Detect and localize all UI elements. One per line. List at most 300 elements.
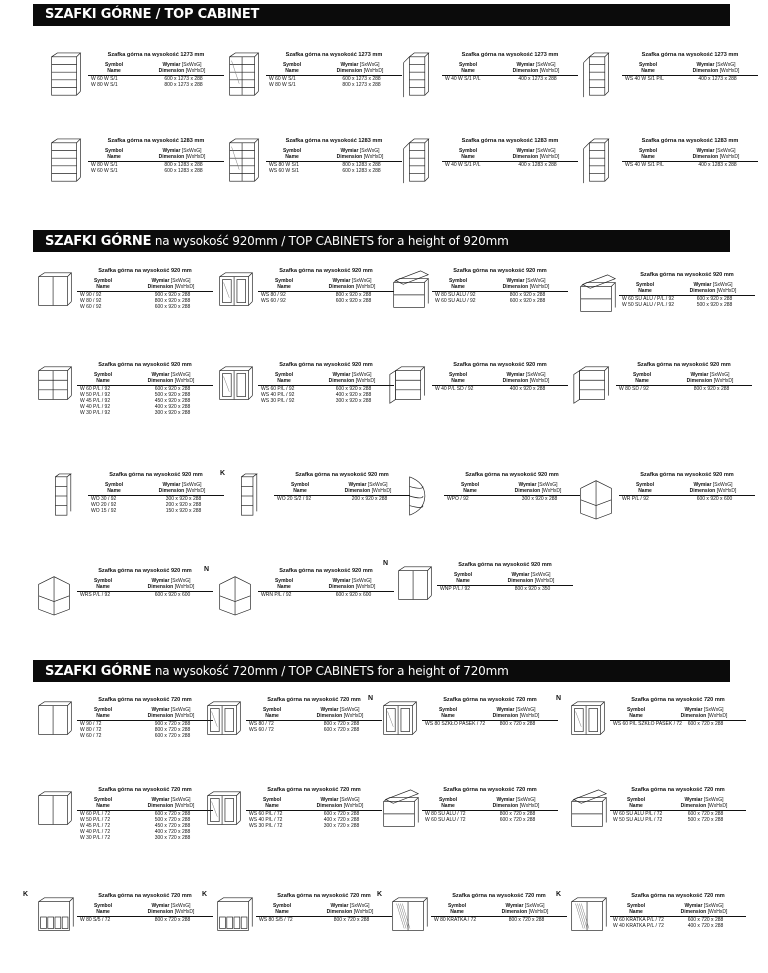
product-card bbox=[572, 362, 752, 442]
wymiar-unit: [SxWxG] bbox=[169, 372, 191, 378]
product-card bbox=[23, 891, 213, 973]
symbol-header: Symbol bbox=[632, 372, 652, 378]
product-title: Szafka górna na wysokość 720 mm bbox=[443, 787, 537, 793]
table-header bbox=[77, 279, 213, 292]
symbol-cell: W 60 KRATKA P/L / 72 bbox=[613, 917, 664, 923]
symbol-cell: WS 80 SZKŁO PASEK / 72 bbox=[425, 721, 486, 727]
symbol-cell: WS 40 P/L / 72 bbox=[249, 817, 283, 823]
table-header bbox=[432, 373, 568, 386]
product-card bbox=[220, 470, 410, 552]
product-info bbox=[252, 362, 394, 404]
dimension-header: Dimension bbox=[147, 377, 174, 384]
dimension-unit: [WxHxD] bbox=[528, 377, 550, 384]
dimension-unit: [WxHxD] bbox=[342, 712, 364, 719]
table-header bbox=[88, 63, 224, 76]
wymiar-header: Wymiar bbox=[330, 903, 349, 909]
dimension-cell: 600 x 720 x 288 bbox=[323, 811, 360, 817]
product-info bbox=[260, 138, 402, 174]
wymiar-unit: [SxWxG] bbox=[358, 62, 380, 68]
dimension-cell: 300 x 920 x 288 bbox=[521, 496, 558, 502]
symbol-cell: W 90 / 72 bbox=[80, 721, 102, 727]
product-info bbox=[260, 52, 402, 88]
symbol-cell: WRN P/L / 92 bbox=[261, 592, 292, 598]
dimension-unit: [WxHxD] bbox=[354, 583, 376, 590]
dimension-cell: 800 x 1283 x 288 bbox=[342, 162, 381, 168]
symbol-header: Symbol bbox=[448, 372, 468, 378]
symbol-cell: WS 40 W S/1 P/L bbox=[625, 76, 664, 82]
dimension-unit: [WxHxD] bbox=[362, 153, 384, 160]
wymiar-header: Wymiar bbox=[696, 62, 715, 68]
product-title: Szafka górna na wysokość 920 mm bbox=[295, 472, 389, 478]
symbol-header: Symbol bbox=[458, 148, 478, 154]
dimension-cell: 800 x 720 x 288 bbox=[508, 917, 545, 923]
dimension-cell: 600 x 920 x 600 bbox=[335, 592, 372, 598]
symbol-cell: W 80 SU ALU / 72 bbox=[425, 811, 466, 817]
wymiar-unit: [SxWxG] bbox=[524, 278, 546, 284]
table-header bbox=[619, 283, 755, 296]
section-title: SZAFKI GÓRNE / TOP CABINET bbox=[45, 7, 260, 22]
table-row bbox=[619, 496, 755, 502]
symbol-cell: WS 60 P/L SZKŁO PASEK / 72 bbox=[613, 721, 682, 727]
dimension-header: Dimension bbox=[326, 908, 353, 915]
wymiar-unit: [SxWxG] bbox=[350, 578, 372, 584]
dimension-unit: [WxHxD] bbox=[538, 67, 560, 74]
dimension-unit: [WxHxD] bbox=[173, 283, 195, 290]
dimension-header: Dimension bbox=[512, 67, 539, 74]
dimension-header: Dimension bbox=[512, 153, 539, 160]
dimension-cell: 200 x 920 x 288 bbox=[351, 496, 388, 502]
product-card bbox=[222, 138, 402, 218]
symbol-cell: W 45 P/L / 72 bbox=[80, 823, 111, 829]
dimension-cell: 600 x 720 x 288 bbox=[687, 721, 724, 727]
dimension-header: Dimension bbox=[689, 287, 716, 294]
product-info bbox=[240, 787, 382, 829]
name-header: Name bbox=[275, 908, 289, 915]
name-header: Name bbox=[450, 908, 464, 915]
dimension-unit: [WxHxD] bbox=[173, 712, 195, 719]
symbol-cell: W 60 / 92 bbox=[80, 304, 102, 310]
name-header: Name bbox=[456, 577, 470, 584]
symbol-header: Symbol bbox=[638, 62, 658, 68]
dimension-unit: [WxHxD] bbox=[706, 712, 728, 719]
section-title: SZAFKI GÓRNE bbox=[45, 664, 152, 679]
product-info bbox=[610, 362, 752, 392]
product-title: Szafka górna na wysokość 920 mm bbox=[109, 472, 203, 478]
product-info bbox=[426, 362, 568, 392]
wymiar-unit: [SxWxG] bbox=[714, 148, 736, 154]
dimension-cell: 600 x 720 x 288 bbox=[154, 733, 191, 739]
symbol-cell: WS 60 P/L / 72 bbox=[249, 811, 283, 817]
product-card bbox=[378, 787, 558, 867]
product-card bbox=[214, 362, 394, 442]
wymiar-header: Wymiar bbox=[151, 903, 170, 909]
table-row bbox=[88, 82, 224, 88]
wymiar-header: Wymiar bbox=[696, 148, 715, 154]
wymiar-unit: [SxWxG] bbox=[358, 148, 380, 154]
symbol-header: Symbol bbox=[635, 282, 655, 288]
product-card bbox=[33, 568, 213, 648]
table-header bbox=[432, 279, 568, 292]
table-row bbox=[431, 917, 567, 923]
name-header: Name bbox=[641, 67, 655, 74]
symbol-cell: W 40 P/L / 92 bbox=[80, 404, 111, 410]
dimension-cell: 600 x 720 x 288 bbox=[687, 811, 724, 817]
dimension-cell: 400 x 1273 x 288 bbox=[698, 76, 737, 82]
table-header bbox=[77, 904, 213, 917]
product-info bbox=[436, 52, 578, 82]
symbol-cell: W 80 KRATKA / 72 bbox=[434, 917, 477, 923]
wymiar-header: Wymiar bbox=[332, 372, 351, 378]
dimension-cell: 500 x 920 x 288 bbox=[696, 302, 733, 308]
table-header bbox=[246, 798, 382, 811]
wymiar-header: Wymiar bbox=[162, 62, 181, 68]
symbol-cell: WS 80 / 92 bbox=[261, 292, 286, 298]
product-title: Szafka górna na wysokość 720 mm bbox=[267, 787, 361, 793]
dimension-cell: 400 x 720 x 288 bbox=[687, 923, 724, 929]
dimension-header: Dimension bbox=[158, 487, 185, 494]
dimension-cell: 400 x 920 x 288 bbox=[154, 404, 191, 410]
product-card bbox=[575, 272, 755, 352]
name-header: Name bbox=[107, 153, 121, 160]
dimension-unit: [WxHxD] bbox=[354, 377, 376, 384]
symbol-cell: WS 60 P/L / 92 bbox=[261, 386, 295, 392]
symbol-header: Symbol bbox=[282, 62, 302, 68]
dimension-cell: 600 x 920 x 288 bbox=[154, 386, 191, 392]
product-info bbox=[426, 268, 568, 304]
dimension-unit: [WxHxD] bbox=[173, 802, 195, 809]
wymiar-unit: [SxWxG] bbox=[702, 707, 724, 713]
symbol-cell: W 80 / 72 bbox=[80, 727, 102, 733]
symbol-cell: W 60 SU ALU P/L / 72 bbox=[613, 811, 663, 817]
wymiar-unit: [SxWxG] bbox=[702, 903, 724, 909]
wymiar-unit: [SxWxG] bbox=[180, 62, 202, 68]
product-title: Szafka górna na wysokość 720 mm bbox=[277, 893, 371, 899]
product-title: Szafka górna na wysokość 720 mm bbox=[631, 787, 725, 793]
product-card bbox=[575, 472, 755, 552]
product-info bbox=[268, 472, 410, 502]
wymiar-header: Wymiar bbox=[162, 148, 181, 154]
symbol-header: Symbol bbox=[458, 62, 478, 68]
symbol-header: Symbol bbox=[453, 572, 473, 578]
dimension-header: Dimension bbox=[492, 712, 519, 719]
symbol-header: Symbol bbox=[274, 578, 294, 584]
symbol-cell: WR P/L / 92 bbox=[622, 496, 649, 502]
wymiar-header: Wymiar bbox=[506, 372, 525, 378]
marker-label: K bbox=[220, 470, 226, 477]
product-info bbox=[240, 697, 382, 733]
symbol-cell: W 60 / 72 bbox=[80, 733, 102, 739]
dimension-cell: 600 x 720 x 288 bbox=[323, 727, 360, 733]
product-info bbox=[252, 268, 394, 304]
dimension-unit: [WxHxD] bbox=[518, 712, 540, 719]
name-header: Name bbox=[638, 287, 652, 294]
wymiar-header: Wymiar bbox=[320, 707, 339, 713]
name-header: Name bbox=[285, 67, 299, 74]
wymiar-unit: [SxWxG] bbox=[711, 282, 733, 288]
symbol-header: Symbol bbox=[262, 707, 282, 713]
product-info bbox=[82, 52, 224, 88]
name-header: Name bbox=[277, 377, 291, 384]
dimension-header: Dimension bbox=[680, 908, 707, 915]
name-header: Name bbox=[441, 712, 455, 719]
table-header bbox=[619, 483, 755, 496]
table-row bbox=[432, 298, 568, 304]
table-header bbox=[266, 149, 402, 162]
table-row bbox=[616, 386, 752, 392]
symbol-header: Symbol bbox=[274, 278, 294, 284]
symbol-header: Symbol bbox=[626, 797, 646, 803]
symbol-header: Symbol bbox=[93, 903, 113, 909]
table-row bbox=[610, 817, 746, 823]
symbol-cell: W 60 W S/1 bbox=[91, 76, 118, 82]
symbol-cell: W 40 P/L SD / 92 bbox=[435, 386, 474, 392]
wymiar-unit: [SxWxG] bbox=[711, 482, 733, 488]
symbol-cell: W 50 SU ALU P/L / 72 bbox=[613, 817, 663, 823]
symbol-cell: W 80 W S/1 bbox=[269, 82, 296, 88]
symbol-cell: WPO / 92 bbox=[447, 496, 469, 502]
wymiar-unit: [SxWxG] bbox=[350, 278, 372, 284]
product-card bbox=[44, 138, 224, 218]
dimension-unit: [WxHxD] bbox=[173, 377, 195, 384]
name-header: Name bbox=[461, 153, 475, 160]
dimension-cell: 900 x 720 x 288 bbox=[154, 721, 191, 727]
dimension-cell: 300 x 920 x 288 bbox=[335, 398, 372, 404]
product-title: Szafka górna na wysokość 920 mm bbox=[279, 568, 373, 574]
product-title: Szafka górna na wysokość 1273 mm bbox=[461, 52, 559, 58]
product-info bbox=[616, 138, 758, 168]
product-info bbox=[82, 472, 224, 514]
dimension-header: Dimension bbox=[501, 908, 528, 915]
wymiar-header: Wymiar bbox=[340, 148, 359, 154]
name-header: Name bbox=[265, 802, 279, 809]
wymiar-header: Wymiar bbox=[516, 148, 535, 154]
table-row bbox=[77, 410, 213, 416]
product-card bbox=[202, 891, 392, 973]
wymiar-header: Wymiar bbox=[518, 482, 537, 488]
dimension-cell: 300 x 920 x 288 bbox=[154, 410, 191, 416]
dimension-header: Dimension bbox=[328, 283, 355, 290]
symbol-cell: W 40 P/L / 72 bbox=[80, 829, 111, 835]
wymiar-header: Wymiar bbox=[162, 482, 181, 488]
product-title: Szafka górna na wysokość 720 mm bbox=[98, 893, 192, 899]
wymiar-unit: [SxWxG] bbox=[523, 903, 545, 909]
product-card bbox=[388, 362, 568, 442]
dimension-unit: [WxHxD] bbox=[540, 487, 562, 494]
dimension-header: Dimension bbox=[492, 802, 519, 809]
product-card bbox=[398, 52, 578, 132]
dimension-cell: 400 x 920 x 288 bbox=[509, 386, 546, 392]
dimension-cell: 500 x 720 x 288 bbox=[687, 817, 724, 823]
dimension-cell: 400 x 1273 x 288 bbox=[518, 76, 557, 82]
wymiar-header: Wymiar bbox=[693, 482, 712, 488]
symbol-header: Symbol bbox=[93, 278, 113, 284]
dimension-cell: 800 x 920 x 350 bbox=[514, 586, 551, 592]
symbol-cell: WS 40 W S/1 P/L bbox=[625, 162, 664, 168]
product-info bbox=[71, 787, 213, 841]
table-header bbox=[616, 373, 752, 386]
table-row bbox=[619, 302, 755, 308]
table-header bbox=[266, 63, 402, 76]
dimension-header: Dimension bbox=[680, 802, 707, 809]
symbol-header: Symbol bbox=[447, 903, 467, 909]
wymiar-header: Wymiar bbox=[684, 903, 703, 909]
name-header: Name bbox=[461, 67, 475, 74]
table-header bbox=[77, 579, 213, 592]
symbol-header: Symbol bbox=[626, 903, 646, 909]
symbol-cell: W 60 SU ALU / 92 bbox=[435, 298, 476, 304]
dimension-cell: 600 x 920 x 600 bbox=[696, 496, 733, 502]
dimension-unit: [WxHxD] bbox=[538, 153, 560, 160]
product-title: Szafka górna na wysokość 920 mm bbox=[98, 568, 192, 574]
product-title: Szafka górna na wysokość 920 mm bbox=[98, 268, 192, 274]
section-subtitle: na wysokość 920mm / TOP CABINETS for a height of 920mm bbox=[151, 234, 509, 248]
table-row bbox=[77, 917, 213, 923]
table-header bbox=[437, 573, 573, 586]
symbol-header: Symbol bbox=[272, 903, 292, 909]
table-header bbox=[422, 798, 558, 811]
product-card bbox=[388, 268, 568, 348]
symbol-cell: W 80 SD / 92 bbox=[619, 386, 649, 392]
symbol-header: Symbol bbox=[438, 797, 458, 803]
table-header bbox=[610, 904, 746, 917]
product-title: Szafka górna na wysokość 720 mm bbox=[267, 697, 361, 703]
marker-label: N bbox=[368, 695, 374, 702]
table-row bbox=[258, 298, 394, 304]
dimension-unit: [WxHxD] bbox=[706, 802, 728, 809]
table-header bbox=[444, 483, 580, 496]
symbol-cell: W 50 SU ALU / P/L / 92 bbox=[622, 302, 675, 308]
dimension-header: Dimension bbox=[692, 67, 719, 74]
table-header bbox=[258, 579, 394, 592]
name-header: Name bbox=[629, 802, 643, 809]
dimension-cell: 450 x 920 x 288 bbox=[154, 398, 191, 404]
dimension-cell: 600 x 1273 x 288 bbox=[342, 76, 381, 82]
table-row bbox=[246, 727, 382, 733]
table-row bbox=[258, 592, 394, 598]
product-card bbox=[202, 787, 382, 867]
product-card bbox=[556, 891, 746, 973]
product-title: Szafka górna na wysokość 920 mm bbox=[637, 362, 731, 368]
symbol-cell: WNP P/L / 92 bbox=[440, 586, 471, 592]
product-info bbox=[252, 568, 394, 598]
dimension-unit: [WxHxD] bbox=[715, 287, 737, 294]
table-row bbox=[442, 76, 578, 82]
dimension-header: Dimension bbox=[336, 67, 363, 74]
dimension-unit: [WxHxD] bbox=[533, 577, 555, 584]
dimension-cell: 800 x 720 x 288 bbox=[499, 811, 536, 817]
dimension-header: Dimension bbox=[158, 153, 185, 160]
table-row bbox=[266, 168, 402, 174]
wymiar-header: Wymiar bbox=[151, 278, 170, 284]
name-header: Name bbox=[451, 283, 465, 290]
dimension-header: Dimension bbox=[147, 712, 174, 719]
product-card bbox=[33, 787, 213, 867]
product-card bbox=[44, 472, 224, 552]
symbol-cell: W 40 W S/1 P/L bbox=[445, 76, 481, 82]
dimension-cell: 600 x 920 x 288 bbox=[154, 304, 191, 310]
product-info bbox=[431, 562, 573, 592]
symbol-cell: W 80 W S/1 bbox=[91, 82, 118, 88]
dimension-cell: 200 x 920 x 288 bbox=[165, 502, 202, 508]
dimension-unit: [WxHxD] bbox=[706, 908, 728, 915]
name-header: Name bbox=[277, 283, 291, 290]
dimension-unit: [WxHxD] bbox=[184, 153, 206, 160]
wymiar-unit: [SxWxG] bbox=[169, 707, 191, 713]
wymiar-header: Wymiar bbox=[684, 707, 703, 713]
symbol-cell: WO 20 S/2 / 92 bbox=[277, 496, 312, 502]
wymiar-header: Wymiar bbox=[348, 482, 367, 488]
wymiar-header: Wymiar bbox=[332, 278, 351, 284]
dimension-cell: 600 x 720 x 288 bbox=[687, 917, 724, 923]
table-row bbox=[258, 398, 394, 404]
symbol-cell: WO 20 / 92 bbox=[91, 502, 117, 508]
dimension-cell: 600 x 1283 x 288 bbox=[342, 168, 381, 174]
dimension-header: Dimension bbox=[692, 153, 719, 160]
product-card bbox=[566, 787, 746, 867]
symbol-cell: WS 80 W S/1 bbox=[269, 162, 300, 168]
dimension-cell: 800 x 920 x 288 bbox=[335, 292, 372, 298]
table-row bbox=[437, 586, 573, 592]
table-row bbox=[610, 721, 746, 727]
table-header bbox=[77, 373, 213, 386]
product-info bbox=[613, 472, 755, 502]
symbol-header: Symbol bbox=[282, 148, 302, 154]
dimension-unit: [WxHxD] bbox=[184, 67, 206, 74]
table-header bbox=[77, 798, 213, 811]
symbol-cell: W 50 P/L / 92 bbox=[80, 392, 111, 398]
name-header: Name bbox=[641, 153, 655, 160]
symbol-cell: W 80 / 92 bbox=[80, 298, 102, 304]
dimension-header: Dimension bbox=[147, 908, 174, 915]
wymiar-unit: [SxWxG] bbox=[536, 482, 558, 488]
product-title: Szafka górna na wysokość 920 mm bbox=[453, 268, 547, 274]
symbol-cell: W 60 SU ALU / P/L / 92 bbox=[622, 296, 675, 302]
table-row bbox=[444, 496, 580, 502]
symbol-cell: WS 80 S/5 / 72 bbox=[259, 917, 293, 923]
symbol-header: Symbol bbox=[104, 148, 124, 154]
dimension-cell: 800 x 720 x 288 bbox=[323, 721, 360, 727]
symbol-cell: W 40 W S/1 P/L bbox=[445, 162, 481, 168]
symbol-header: Symbol bbox=[104, 482, 124, 488]
dimension-cell: 800 x 1283 x 288 bbox=[164, 162, 203, 168]
table-row bbox=[622, 162, 758, 168]
table-row bbox=[422, 721, 558, 727]
dimension-unit: [WxHxD] bbox=[354, 283, 376, 290]
product-card bbox=[214, 268, 394, 348]
dimension-header: Dimension bbox=[147, 802, 174, 809]
dimension-cell: 450 x 720 x 288 bbox=[154, 823, 191, 829]
dimension-cell: 600 x 920 x 288 bbox=[335, 386, 372, 392]
dimension-cell: 800 x 1273 x 288 bbox=[164, 82, 203, 88]
dimension-unit: [WxHxD] bbox=[342, 802, 364, 809]
table-header bbox=[274, 483, 410, 496]
dimension-cell: 600 x 920 x 288 bbox=[509, 298, 546, 304]
product-info bbox=[436, 138, 578, 168]
wymiar-header: Wymiar bbox=[511, 572, 530, 578]
dimension-cell: 800 x 920 x 288 bbox=[154, 298, 191, 304]
dimension-cell: 800 x 720 x 288 bbox=[154, 727, 191, 733]
product-title: Szafka górna na wysokość 920 mm bbox=[98, 362, 192, 368]
dimension-cell: 400 x 720 x 288 bbox=[154, 829, 191, 835]
product-title: Szafka górna na wysokość 720 mm bbox=[98, 697, 192, 703]
table-header bbox=[77, 708, 213, 721]
table-header bbox=[88, 149, 224, 162]
table-header bbox=[622, 149, 758, 162]
product-card bbox=[578, 138, 758, 218]
product-title: Szafka górna na wysokość 920 mm bbox=[453, 362, 547, 368]
table-header bbox=[246, 708, 382, 721]
product-card bbox=[204, 566, 394, 648]
